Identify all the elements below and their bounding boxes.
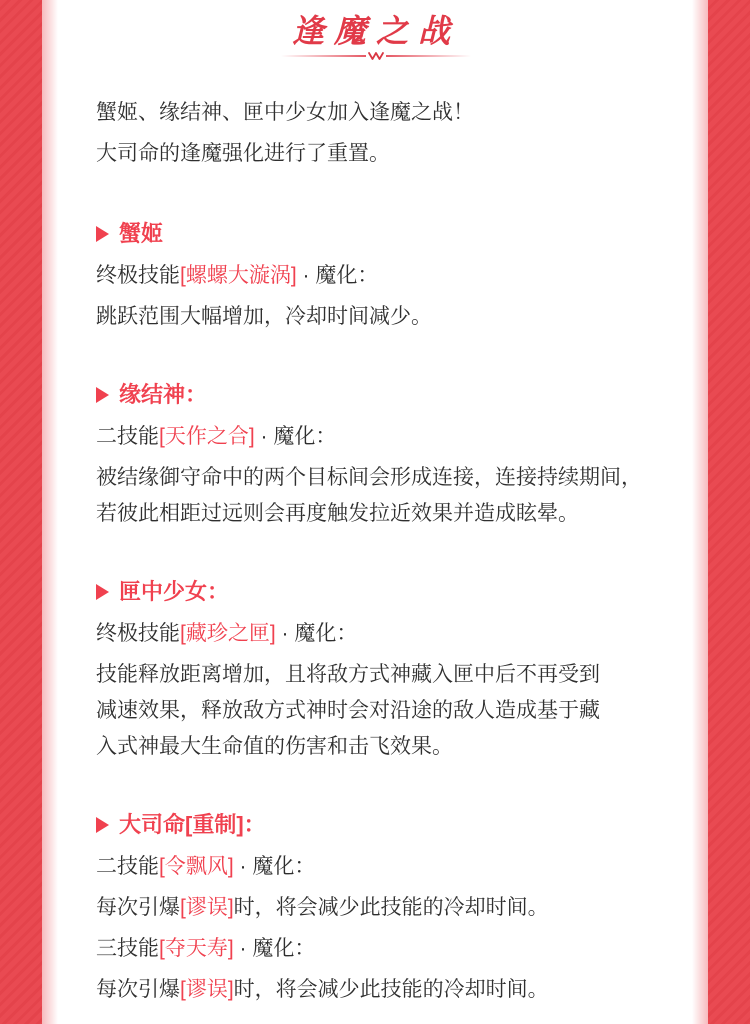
text-run: [夺天寿] (159, 937, 234, 960)
text-line (96, 496, 656, 532)
triangle-bullet-icon (96, 226, 109, 242)
text-run: 被结缘御守命中的两个目标间会形成连接，连接持续期间， (96, 466, 642, 489)
text-run: 若彼此相距过远则会再度触发拉近效果并造成眩晕。 (96, 502, 579, 525)
text-line (96, 890, 656, 926)
text-run: 二技能 (96, 855, 159, 878)
section-2 (96, 380, 656, 532)
text-run: [谬误] (180, 978, 234, 1001)
section-heading-text: 蟹姬 (119, 221, 164, 246)
text-line (96, 299, 656, 335)
section-heading (96, 810, 656, 840)
text-run: 三技能 (96, 937, 159, 960)
text-line (96, 616, 656, 652)
section-heading (96, 380, 656, 410)
text-run: 技能释放距离增加，且将敌方式神藏入匣中后不再受到 (96, 663, 600, 686)
content-area (42, 0, 708, 1024)
text-line (96, 729, 656, 765)
text-run: 每次引爆 (96, 896, 180, 919)
text-run: [天作之合] (159, 425, 255, 448)
intro-paragraphs (96, 92, 656, 174)
text-run: [藏珍之匣] (180, 622, 276, 645)
text-run: 跳跃范围大幅增加，冷却时间减少。 (96, 305, 432, 328)
title-ornament-zigzag-icon (368, 52, 384, 61)
text-line (96, 972, 656, 1008)
section-4 (96, 810, 656, 1008)
text-run: · 魔化： (233, 937, 316, 960)
underline-left-segment (281, 55, 366, 57)
section-heading-text: 大司命[重制]： (119, 812, 266, 837)
section-heading (96, 219, 656, 249)
left-border-stripe (0, 0, 42, 1024)
triangle-bullet-icon (96, 817, 109, 833)
section-heading-text: 缘结神： (119, 382, 208, 407)
triangle-bullet-icon (96, 584, 109, 600)
text-run: 减速效果，释放敌方式神时会对沿途的敌人造成基于藏 (96, 699, 600, 722)
text-run: 终极技能 (96, 264, 180, 287)
intro-line-2: 大司命的逢魔强化进行了重置。 (96, 142, 390, 165)
text-run: · 魔化： (254, 425, 337, 448)
text-run: · 魔化： (275, 622, 358, 645)
text-run: · 魔化： (296, 264, 379, 287)
text-run: 时，将会减少此技能的冷却时间。 (233, 896, 549, 919)
section-1 (96, 219, 656, 335)
underline-right-segment (386, 55, 471, 57)
title-underline (281, 50, 471, 62)
sections-container (96, 219, 656, 1008)
section-3 (96, 577, 656, 765)
text-line (96, 657, 656, 693)
text-run: [令飘风] (159, 855, 234, 878)
text-run: 时，将会减少此技能的冷却时间。 (233, 978, 549, 1001)
text-run: 终极技能 (96, 622, 180, 645)
page-title: 逢魔之战 (291, 13, 460, 49)
text-run: 每次引爆 (96, 978, 180, 1001)
text-run: · 魔化： (233, 855, 316, 878)
text-run: 二技能 (96, 425, 159, 448)
intro-line-1: 蟹姬、缘结神、匣中少女加入逢魔之战！ (96, 101, 474, 124)
text-line (96, 849, 656, 885)
text-line (96, 258, 656, 294)
section-heading (96, 577, 656, 607)
section-heading-text: 匣中少女： (119, 579, 230, 604)
text-run: 入式神最大生命值的伤害和击飞效果。 (96, 735, 453, 758)
text-line (96, 693, 656, 729)
text-line (96, 460, 656, 496)
text-line (96, 931, 656, 967)
text-run: [螺螺大漩涡] (180, 264, 297, 287)
text-line (96, 419, 656, 455)
triangle-bullet-icon (96, 387, 109, 403)
text-run: [谬误] (180, 896, 234, 919)
right-border-stripe (708, 0, 750, 1024)
